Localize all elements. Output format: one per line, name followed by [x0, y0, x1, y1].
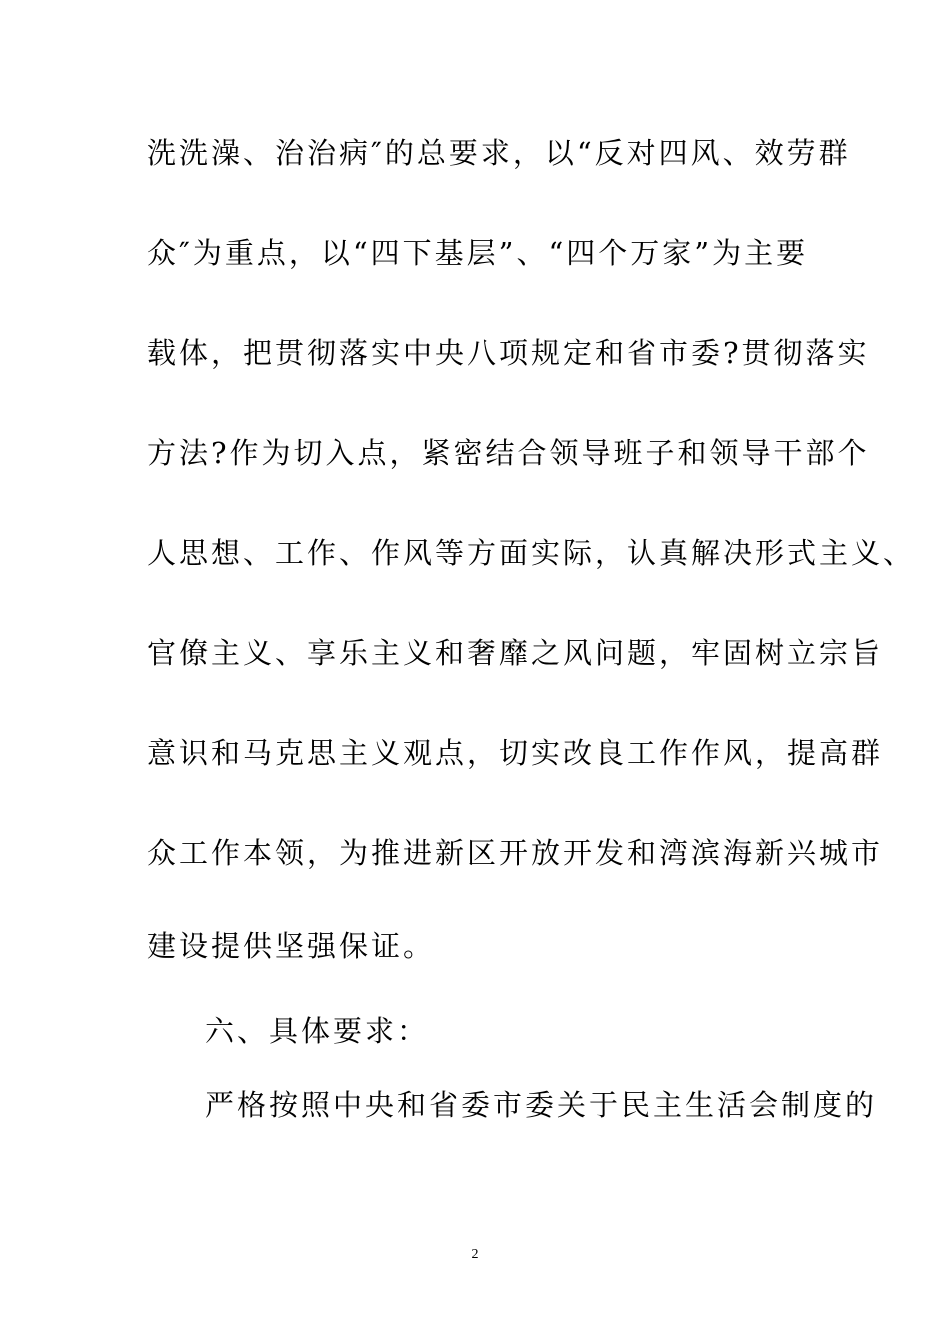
body-text-line: 人思想、工作、作风等方面实际，认真解决形式主义、: [147, 536, 916, 570]
body-text-line: 方法?作为切入点，紧密结合领导班子和领导干部个: [147, 436, 870, 470]
section-heading: 六、具体要求：: [205, 1014, 430, 1048]
page-number: 2: [471, 1247, 479, 1262]
body-text-line: 众工作本领，为推进新区开放开发和湾滨海新兴城市: [147, 836, 884, 870]
body-text-line: 建设提供坚强保证。: [147, 929, 436, 963]
body-text-line: 意识和马克思主义观点，切实改良工作作风，提高群: [147, 736, 884, 770]
body-text-line: 官僚主义、享乐主义和奢靡之风问题，牢固树立宗旨: [147, 636, 884, 670]
body-text-line: 洗洗澡、治治病″的总要求，以“反对四风、效劳群: [147, 136, 851, 170]
body-text-line: 众″为重点，以“四下基层”、“四个万家”为主要: [147, 236, 809, 270]
paragraph-first-line: 严格按照中央和省委市委关于民主生活会制度的: [205, 1088, 878, 1122]
body-text-line: 载体，把贯彻落实中央八项规定和省市委?贯彻落实: [147, 336, 870, 370]
